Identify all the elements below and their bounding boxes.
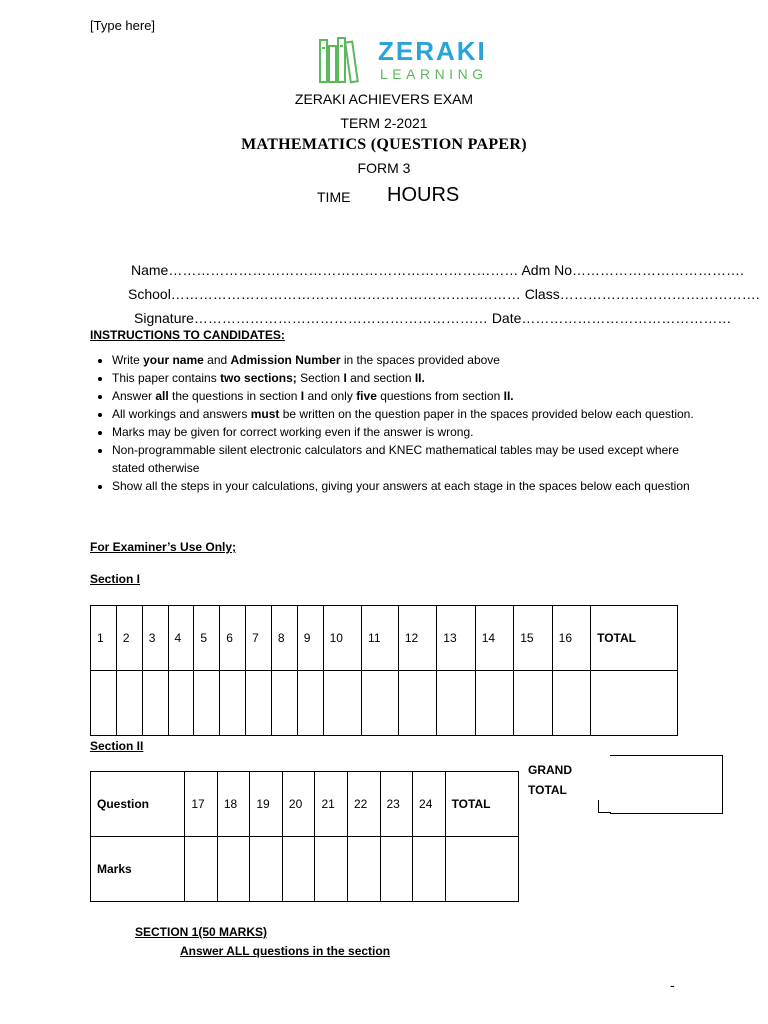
table-header-cell: 4 (168, 606, 194, 671)
term-title: TERM 2-2021 (340, 115, 428, 131)
table-header-cell: TOTAL (445, 772, 518, 837)
marks-cell[interactable] (116, 671, 142, 736)
table-row (91, 772, 519, 837)
marks-cell[interactable] (194, 671, 220, 736)
marks-cell[interactable] (437, 671, 475, 736)
grand-total-line2: TOTAL (528, 783, 567, 797)
instructions-list (90, 352, 712, 496)
section-2-label: Section II (90, 739, 144, 753)
grand-total-line1: GRAND (528, 763, 572, 777)
row-label: Marks (91, 837, 185, 902)
section-1-label: Section I (90, 572, 141, 586)
table-header-cell: 19 (250, 772, 283, 837)
instruction-item: • Non-programmable silent electronic calculators and KNEC mathematical tables may be used except where stated otherwise (112, 442, 712, 477)
marks-cell[interactable] (323, 671, 361, 736)
table-header-cell: 22 (347, 772, 380, 837)
instruction-item: • Write your name and Admission Number in the spaces provided above (112, 352, 712, 370)
table-header-cell: 7 (246, 606, 272, 671)
section-1-subtitle: Answer ALL questions in the section (180, 944, 391, 958)
marks-cell[interactable] (220, 671, 246, 736)
table-header-cell: 24 (413, 772, 446, 837)
table-header-cell: 20 (282, 772, 315, 837)
marks-cell[interactable] (91, 671, 117, 736)
marks-cell[interactable] (271, 671, 297, 736)
signature-date-field[interactable]: Signature……………………………………………………… Date……………………………………… (134, 310, 732, 326)
footer-mark: - (670, 977, 675, 993)
table-header-cell: TOTAL (591, 606, 678, 671)
table-header-cell: 9 (297, 606, 323, 671)
marks-cell[interactable] (315, 837, 348, 902)
marks-cell[interactable] (185, 837, 218, 902)
marks-cell[interactable] (362, 671, 399, 736)
table-header-cell: 2 (116, 606, 142, 671)
section-1-title: SECTION 1(50 MARKS) (135, 925, 268, 939)
grand-total-box-corner (598, 800, 611, 813)
grand-total-label (528, 760, 572, 800)
header-note: [Type here] (90, 18, 156, 33)
logo-name: ZERAKI (378, 36, 487, 66)
table-header-cell: 1 (91, 606, 117, 671)
marks-cell[interactable] (217, 837, 250, 902)
marks-cell[interactable] (282, 837, 315, 902)
marks-cell[interactable] (514, 671, 552, 736)
table-header-cell: 14 (475, 606, 513, 671)
examiner-use-heading: For Examiner’s Use Only; (90, 540, 237, 554)
marks-cell[interactable] (413, 837, 446, 902)
table-row (91, 837, 519, 902)
table-header-cell: 21 (315, 772, 348, 837)
section-1-marks-table (90, 605, 678, 736)
table-header-cell: 8 (271, 606, 297, 671)
marks-cell[interactable] (347, 837, 380, 902)
table-header-cell: 12 (398, 606, 436, 671)
table-row (91, 606, 678, 671)
row-label: Question (91, 772, 185, 837)
table-header-cell: 3 (142, 606, 168, 671)
table-header-cell: 15 (514, 606, 552, 671)
subject-title: MATHEMATICS (QUESTION PAPER) (241, 136, 527, 153)
school-class-field[interactable]: School………………………………………………………………… Class……………………………………. (128, 286, 760, 302)
table-row (91, 671, 678, 736)
table-header-cell: 10 (323, 606, 361, 671)
marks-cell[interactable] (142, 671, 168, 736)
marks-cell[interactable] (475, 671, 513, 736)
grand-total-box[interactable] (610, 755, 723, 814)
zeraki-logo (318, 36, 508, 86)
table-header-cell: 6 (220, 606, 246, 671)
books-icon (318, 36, 370, 86)
instruction-item: • Answer all the questions in section I and only five questions from section II. (112, 388, 712, 406)
table-header-cell: 23 (380, 772, 413, 837)
table-header-cell: 13 (437, 606, 475, 671)
marks-cell[interactable] (398, 671, 436, 736)
marks-cell[interactable] (552, 671, 590, 736)
instruction-item: • This paper contains two sections; Section I and section II. (112, 370, 712, 388)
marks-cell[interactable] (445, 837, 518, 902)
table-header-cell: 16 (552, 606, 590, 671)
time-value: HOURS (387, 184, 460, 206)
section-2-marks-table (90, 771, 519, 902)
name-adm-field[interactable]: Name………………………………………………………………… Adm No………………………………. (131, 262, 744, 278)
marks-cell[interactable] (380, 837, 413, 902)
instructions-heading: INSTRUCTIONS TO CANDIDATES: (90, 328, 285, 342)
form-title: FORM 3 (357, 160, 411, 176)
instruction-item: • Marks may be given for correct working even if the answer is wrong. (112, 424, 712, 442)
marks-cell[interactable] (297, 671, 323, 736)
marks-cell[interactable] (250, 837, 283, 902)
table-header-cell: 11 (362, 606, 399, 671)
instruction-item: • Show all the steps in your calculations, giving your answers at each stage in the spaces below each question (112, 478, 712, 496)
marks-cell[interactable] (246, 671, 272, 736)
exam-title: ZERAKI ACHIEVERS EXAM (294, 91, 474, 107)
instruction-item: • All workings and answers must be written on the question paper in the spaces provided below each question. (112, 406, 712, 424)
marks-cell[interactable] (591, 671, 678, 736)
table-header-cell: 18 (217, 772, 250, 837)
table-header-cell: 17 (185, 772, 218, 837)
marks-cell[interactable] (168, 671, 194, 736)
logo-subtitle: LEARNING (380, 66, 488, 82)
table-header-cell: 5 (194, 606, 220, 671)
time-label: TIME (317, 189, 351, 205)
